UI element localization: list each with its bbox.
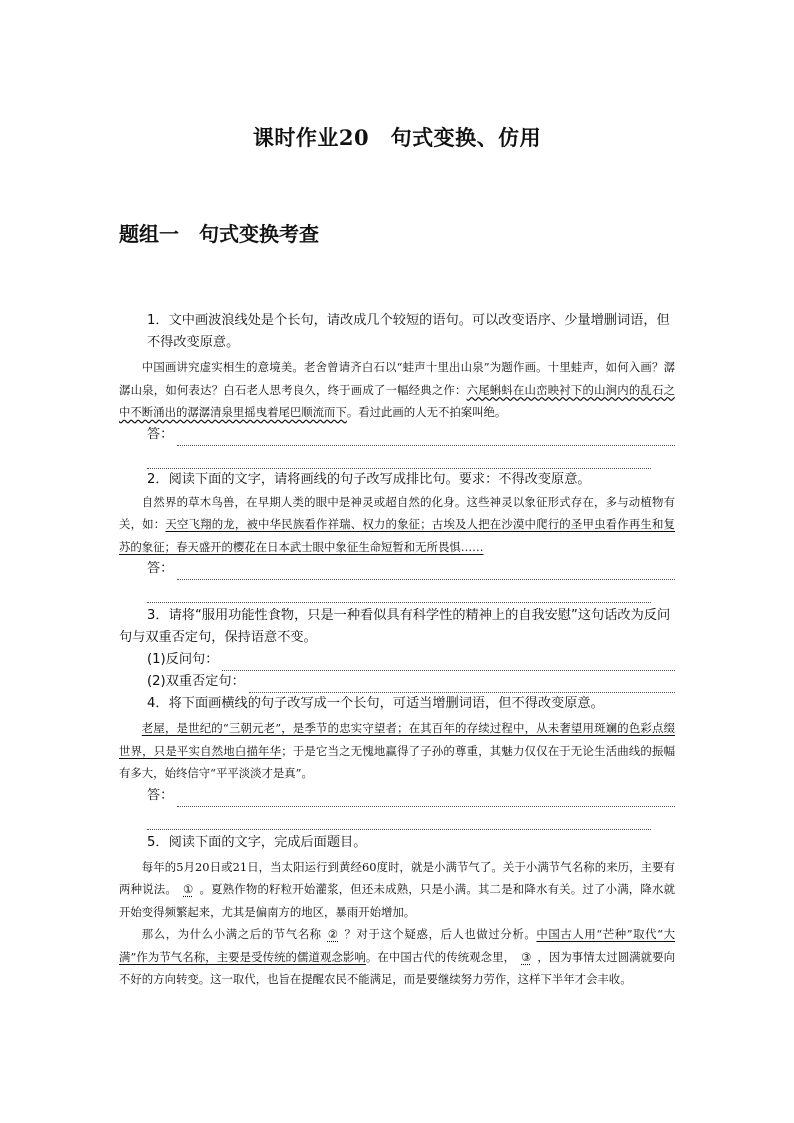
answer-line[interactable] [177, 565, 675, 580]
underlined-sentence: 中国古人用“芒种”取代“大满”作为节气名称，主要是受传统的儒道观念影响 [119, 927, 675, 964]
question-2 [119, 469, 675, 604]
question-1 [119, 310, 675, 469]
question-4 [119, 693, 675, 830]
answer-line[interactable] [177, 431, 675, 446]
passage-text: ？对于这个疑惑，后人也做过分析。 [344, 927, 537, 941]
answer-line[interactable] [147, 446, 651, 469]
question-4-stem: 4．将下面画横线的句子改写成一个长句，可适当增删词语，但不得改变原意。 [147, 696, 604, 711]
questions-content [119, 310, 675, 991]
question-5-paragraph-1 [119, 856, 675, 924]
passage-text: 中国画讲究虚实相生的意境美。老舍曾请齐白石以“蛙声十里出山泉”为题作画。十里蛙声，如何入画？潺潺山泉，如何表达？白石老人思考良久，终于画成了一幅经典之作： [119, 360, 675, 397]
underlined-sentence: 天空飞翔的龙，被中华民族看作祥瑞、权力的象征；古埃及人把在沙漠中爬行的圣甲虫看作再生和复苏的象征；春天盛开的樱花在日本武士眼中象征生命短暂和无所畏惧…… [119, 517, 675, 554]
question-2-passage [119, 491, 675, 559]
question-4-passage [119, 717, 675, 785]
passage-text: 。夏熟作物的籽粒开始灌浆，但还未成熟，只是小满。其二是和降水有关。过了小满，降水就开始变得频繁起来，尤其是偏南方的地区，暴雨开始增加。 [119, 882, 675, 919]
question-1-stem: 1．文中画波浪线处是个长句，请改成几个较短的语句。可以改变语序、少量增删词语，但不得改变原意。 [147, 313, 670, 350]
question-3-stem: 3．请将“服用功能性食物，只是一种看似具有科学性的精神上的自我安慰”这句话改为反问句与双重否定句，保持语意不变。 [119, 608, 671, 645]
passage-text: 每年的5月20日或21日，当太阳运行到黄经60度时，就是小满节气了。关于小满节气名称的来历，主要有两种说法。 [119, 859, 675, 896]
sub-question-label: (2)双重否定句： [147, 674, 245, 689]
question-5-paragraph-2 [119, 923, 675, 991]
blank-3[interactable]: ③ [521, 949, 532, 964]
passage-text: 。看过此画的人无不拍案叫绝。 [346, 405, 507, 419]
sub-question-label: (1)反问句： [147, 652, 219, 667]
answer-row-double-negative [147, 671, 675, 693]
answer-line[interactable] [177, 792, 675, 807]
answer-label: 答： [147, 561, 174, 576]
answer-row [147, 785, 675, 807]
wavy-underlined-sentence: 六尾蝌蚪在山峦映衬下的山涧内的乱石之中不断涌出的潺潺清泉里摇曳着尾巴顺流而下 [119, 382, 675, 419]
passage-text: ；于是它当之无愧地赢得了子孙的尊重，其魅力仅仅在于无论生活曲线的振幅有多大，始终信守“平平淡淡才是真”。 [119, 743, 675, 780]
section-heading: 题组一 句式变换考查 [119, 222, 319, 246]
blank-1[interactable]: ① [183, 882, 194, 896]
passage-text: 。在中国古代的传统观念里， [365, 949, 516, 964]
blank-2[interactable]: ② [327, 927, 339, 941]
answer-row [147, 558, 675, 580]
answer-row [147, 424, 675, 446]
question-5-stem: 5．阅读下面的文字，完成后面题目。 [147, 834, 367, 850]
underlined-sentence: 老屋，是世纪的“三朝元老”，是季节的忠实守望者；在其百年的存续过程中，从未奢望用斑斓的色彩点缀世界，只是平实自然地白描年华 [119, 721, 675, 758]
passage-text: ，因为事情太过圆满就要向不好的方向转变。这一取代，也旨在提醒农民不能满足，而是要继续努力劳作，这样下半年才会丰收。 [119, 949, 675, 986]
question-1-passage [119, 356, 675, 424]
answer-line[interactable] [147, 807, 651, 830]
question-5 [119, 832, 675, 991]
answer-label: 答： [147, 787, 174, 803]
question-2-stem: 2．阅读下面的文字，请将画线的句子改写成排比句。要求：不得改变原意。 [147, 471, 591, 487]
answer-line[interactable] [222, 656, 675, 671]
page-title: 课时作业20 句式变换、仿用 [252, 125, 542, 150]
answer-row-rhetorical [147, 649, 675, 671]
answer-label: 答： [147, 426, 174, 442]
question-3 [119, 605, 675, 693]
answer-line[interactable] [249, 678, 675, 693]
passage-text: 自然界的草木鸟兽，在早期人类的眼中是神灵或超自然的化身。这些神灵以象征形式存在，多与动植物有关，如： [119, 494, 675, 531]
answer-line[interactable] [147, 580, 651, 603]
passage-text: 那么，为什么小满之后的节气名称 [141, 927, 322, 941]
